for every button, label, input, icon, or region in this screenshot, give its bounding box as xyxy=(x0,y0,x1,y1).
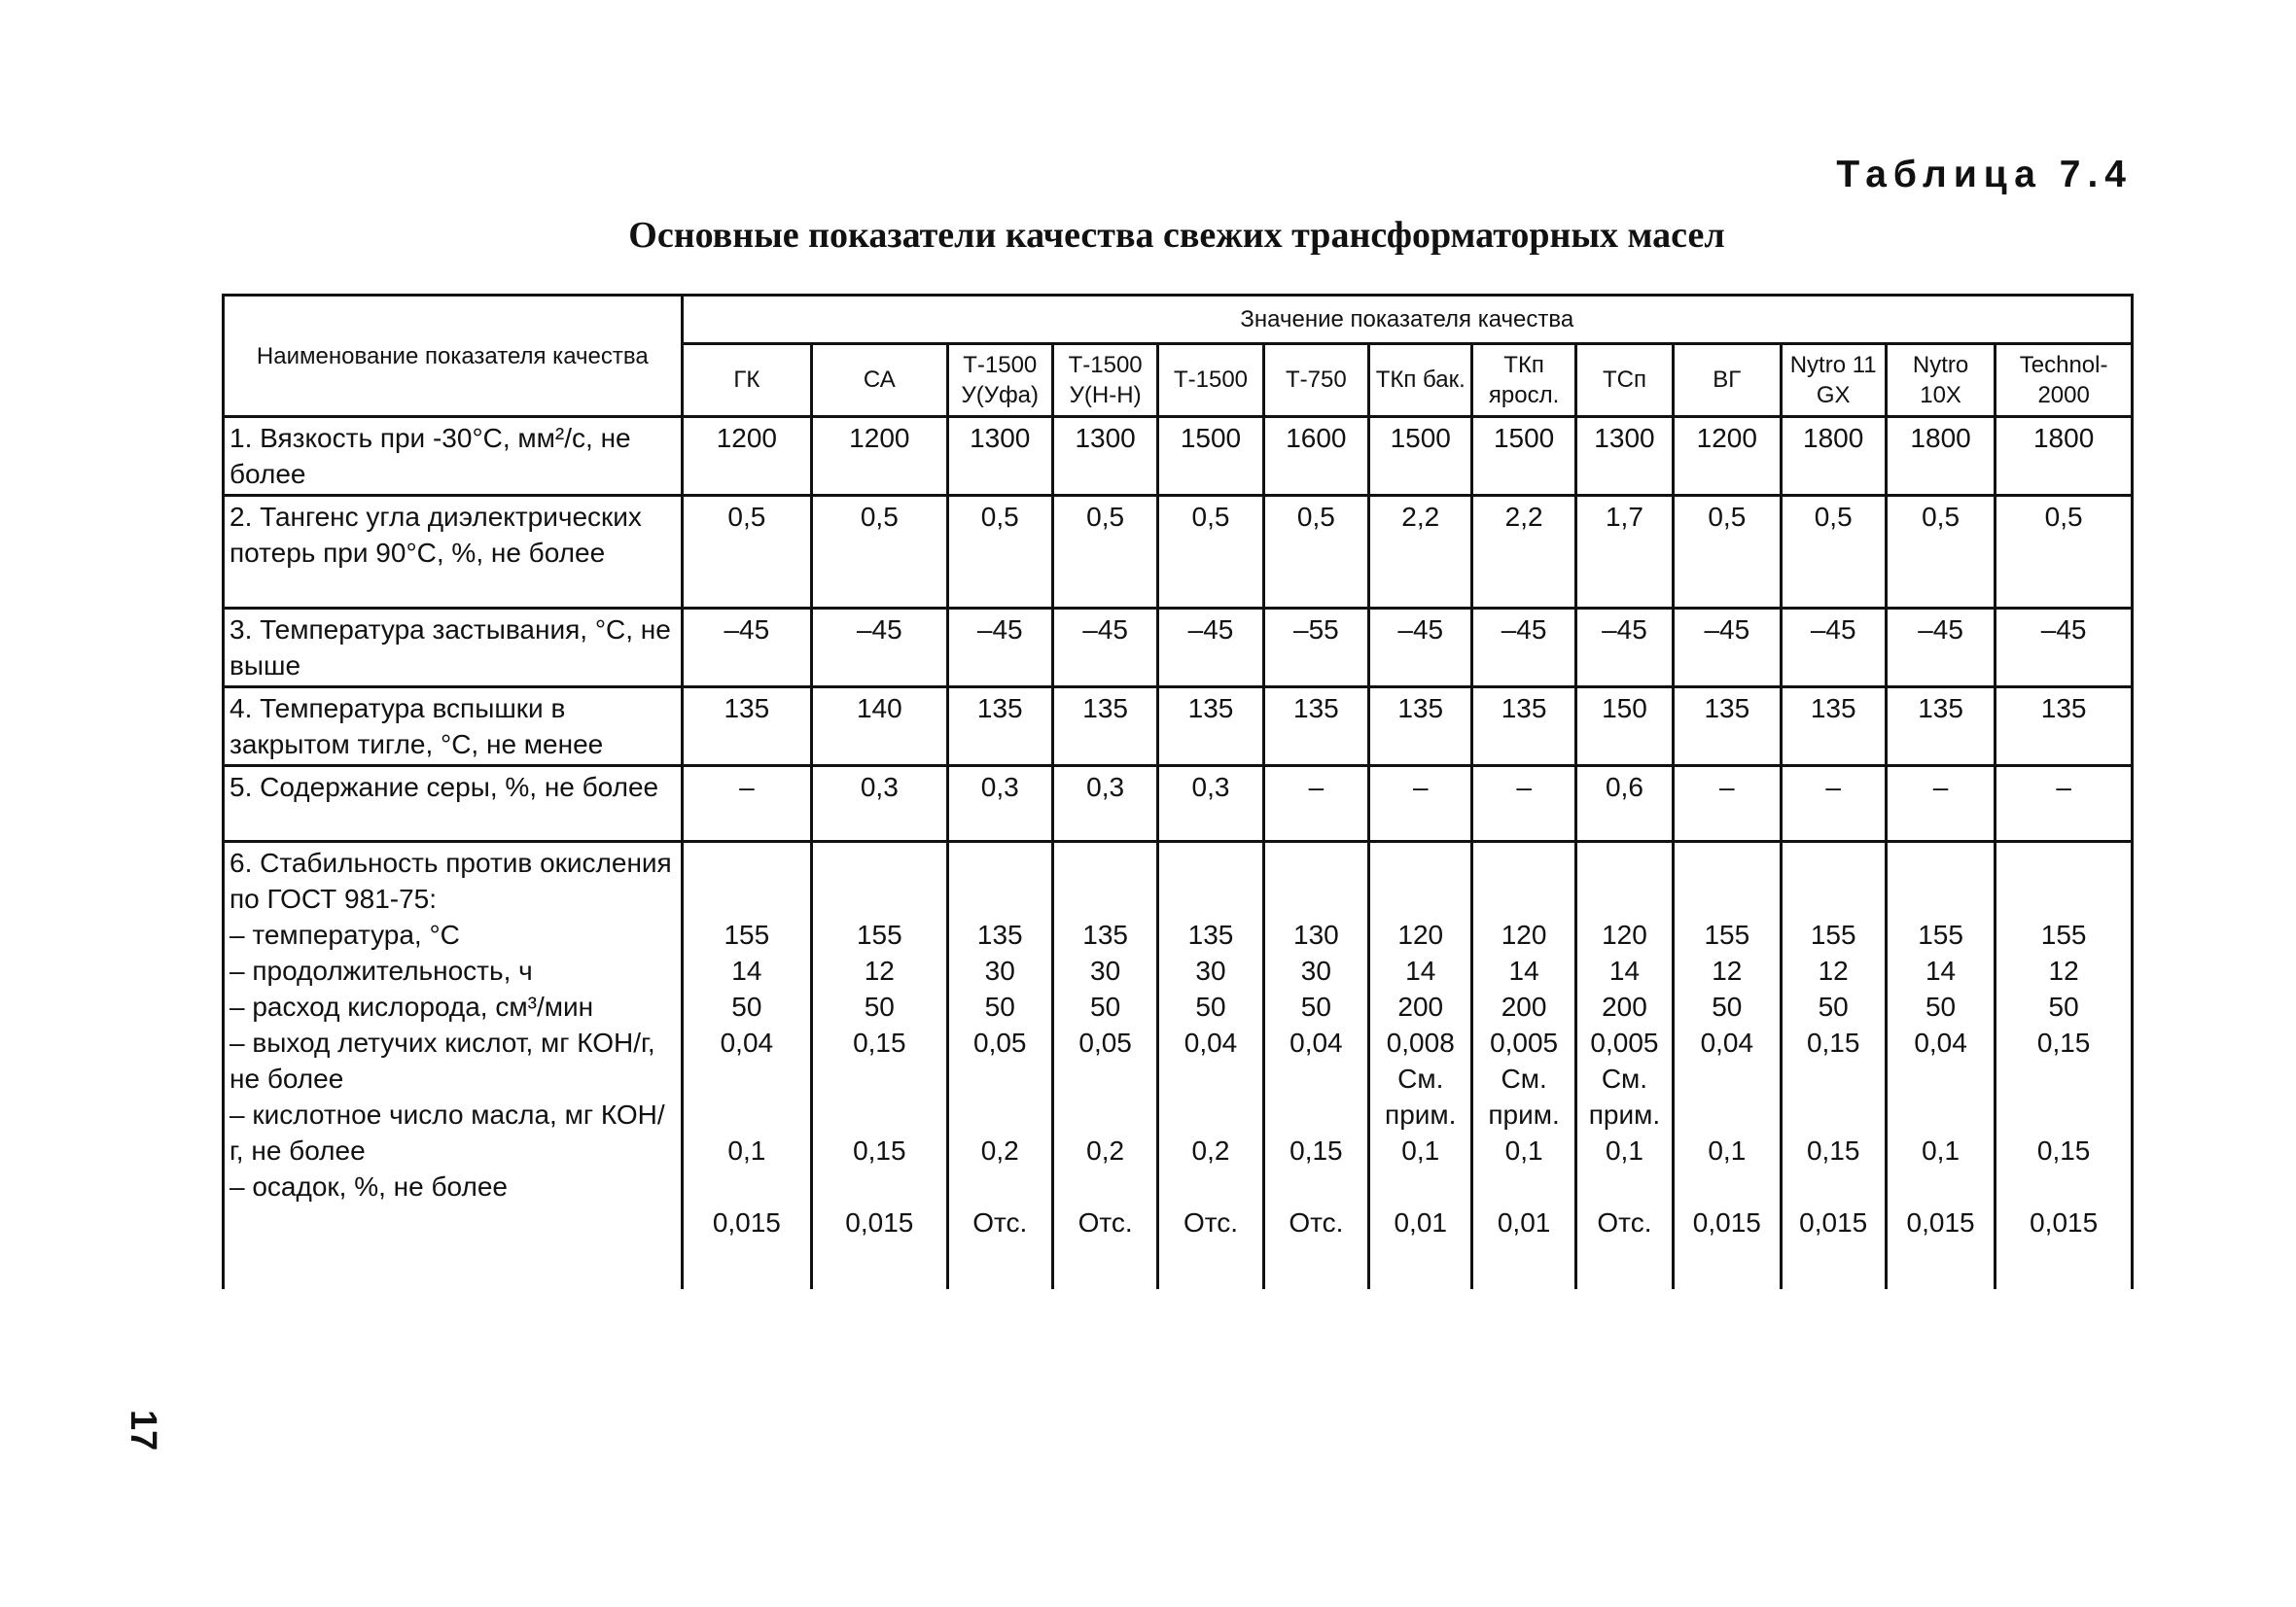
volatile-note xyxy=(1059,1061,1151,1133)
duration-value: 14 xyxy=(1508,956,1539,986)
volatile-note xyxy=(1679,1061,1774,1133)
table-cell: 135 xyxy=(947,687,1052,766)
table-cell: –45 xyxy=(1886,609,1995,687)
table-cell: –45 xyxy=(1158,609,1263,687)
table-row xyxy=(224,496,2133,609)
table-cell: –45 xyxy=(1052,609,1157,687)
acid-number-value: 0,15 xyxy=(2036,1135,2091,1166)
temperature-value: 120 xyxy=(1397,920,1444,950)
stability-cell xyxy=(1472,842,1575,1289)
column-header-oil: Т-1500 У(Уфа) xyxy=(947,343,1052,416)
stability-cell xyxy=(1781,842,1886,1289)
volatile-note xyxy=(1164,1061,1256,1133)
acid-number-value: 0,1 xyxy=(1708,1135,1747,1166)
table-cell: 135 xyxy=(1263,687,1368,766)
duration-value: 30 xyxy=(984,956,1015,986)
row-label: 2. Тангенс угла диэлектрических потерь при 90°С, %, не более xyxy=(224,496,683,609)
table-cell: 0,5 xyxy=(1781,496,1886,609)
row-label-stability xyxy=(224,842,683,1289)
volatile-acids-value: 0,04 xyxy=(1183,1028,1238,1058)
column-header-oil: ТКп яросл. xyxy=(1472,343,1575,416)
table-cell: 0,5 xyxy=(1996,496,2133,609)
table-cell: 135 xyxy=(1158,687,1263,766)
stability-sub-label: – расход кислорода, см³/мин xyxy=(230,992,594,1022)
stability-cell xyxy=(1674,842,1781,1289)
sediment-value: 0,015 xyxy=(2030,1207,2099,1238)
column-header-oil: Nytro 10X xyxy=(1886,343,1995,416)
table-cell: 1500 xyxy=(1369,417,1472,496)
stability-cell xyxy=(1575,842,1673,1289)
table-cell: 0,5 xyxy=(682,496,811,609)
sediment-value: 0,01 xyxy=(1394,1207,1447,1238)
temperature-value: 155 xyxy=(724,920,770,950)
page-number: 17 xyxy=(123,1410,163,1451)
temperature-value: 155 xyxy=(1704,920,1750,950)
stability-cell xyxy=(1158,842,1263,1289)
acid-number-value: 0,1 xyxy=(727,1135,766,1166)
oxygen-value: 50 xyxy=(984,992,1015,1022)
table-cell: 135 xyxy=(1369,687,1472,766)
acid-number-value: 0,1 xyxy=(1922,1135,1960,1166)
table-cell: 0,5 xyxy=(1674,496,1781,609)
sediment-value: Отс. xyxy=(1597,1207,1652,1238)
table-cell: –55 xyxy=(1263,609,1368,687)
column-header-oil: Technol-2000 xyxy=(1996,343,2133,416)
stability-cell xyxy=(1996,842,2133,1289)
column-header-oil: Т-1500 У(Н-Н) xyxy=(1052,343,1157,416)
acid-number-value: 0,2 xyxy=(980,1135,1019,1166)
volatile-acids-value: 0,15 xyxy=(2036,1028,2091,1058)
volatile-acids-value: 0,005 xyxy=(1490,1028,1559,1058)
table-cell: 0,3 xyxy=(812,766,947,842)
stability-sub-label: – выход летучих кислот, мг КОН/г, не более xyxy=(230,1028,655,1094)
acid-number-value: 0,2 xyxy=(1191,1135,1230,1166)
acid-number-value: 0,2 xyxy=(1086,1135,1125,1166)
table-cell: 0,5 xyxy=(947,496,1052,609)
duration-value: 12 xyxy=(1712,956,1743,986)
column-header-group: Значение показателя качества xyxy=(682,296,2132,344)
duration-value: 30 xyxy=(1300,956,1331,986)
oxygen-value: 200 xyxy=(1602,992,1647,1022)
temperature-value: 155 xyxy=(1918,920,1963,950)
table-cell: –45 xyxy=(1781,609,1886,687)
duration-value: 30 xyxy=(1195,956,1226,986)
column-header-oil: ГК xyxy=(682,343,811,416)
sediment-value: 0,015 xyxy=(845,1207,914,1238)
volatile-note xyxy=(1892,1061,1989,1133)
temperature-value: 120 xyxy=(1501,920,1547,950)
temperature-value: 135 xyxy=(1187,920,1234,950)
column-header-oil: Nytro 11 GX xyxy=(1781,343,1886,416)
sediment-value: 0,015 xyxy=(1692,1207,1761,1238)
table-cell: – xyxy=(1472,766,1575,842)
stability-cell xyxy=(1052,842,1157,1289)
oxygen-value: 50 xyxy=(2048,992,2079,1022)
table-cell: 1600 xyxy=(1263,417,1368,496)
stability-cell xyxy=(1369,842,1472,1289)
table-cell: 1500 xyxy=(1472,417,1575,496)
temperature-value: 155 xyxy=(856,920,902,950)
table-cell: 1,7 xyxy=(1575,496,1673,609)
table-cell: – xyxy=(1263,766,1368,842)
acid-number-value: 0,1 xyxy=(1504,1135,1543,1166)
sediment-value: Отс. xyxy=(972,1207,1028,1238)
sediment-value: 0,015 xyxy=(712,1207,781,1238)
table-cell: 1200 xyxy=(682,417,811,496)
table-cell: –45 xyxy=(1674,609,1781,687)
table-cell: – xyxy=(1369,766,1472,842)
table-cell: – xyxy=(1674,766,1781,842)
quality-table xyxy=(222,294,2134,1289)
oxygen-value: 50 xyxy=(1712,992,1743,1022)
stability-heading: 6. Стабильность против окисления по ГОСТ 981-75: xyxy=(230,848,672,914)
volatile-note: См. прим. xyxy=(1488,1064,1560,1130)
oxygen-value: 50 xyxy=(1925,992,1957,1022)
column-header-oil: Т-750 xyxy=(1263,343,1368,416)
table-cell: 1300 xyxy=(1575,417,1673,496)
oxygen-value: 50 xyxy=(731,992,762,1022)
table-cell: 0,5 xyxy=(1886,496,1995,609)
duration-value: 12 xyxy=(864,956,895,986)
table-cell: 2,2 xyxy=(1369,496,1472,609)
oxygen-value: 50 xyxy=(1090,992,1121,1022)
table-cell: 135 xyxy=(682,687,811,766)
table-number-label: Таблица 7.4 xyxy=(1836,154,2133,195)
volatile-note xyxy=(818,1061,940,1133)
duration-value: 14 xyxy=(731,956,762,986)
volatile-acids-value: 0,04 xyxy=(1700,1028,1754,1058)
table-cell: 0,6 xyxy=(1575,766,1673,842)
acid-number-value: 0,15 xyxy=(853,1135,906,1166)
stability-cell xyxy=(812,842,947,1289)
acid-number-value: 0,15 xyxy=(1806,1135,1860,1166)
table-cell: –45 xyxy=(682,609,811,687)
volatile-acids-value: 0,15 xyxy=(1806,1028,1860,1058)
temperature-value: 130 xyxy=(1293,920,1339,950)
stability-cell xyxy=(1263,842,1368,1289)
table-cell: 135 xyxy=(1781,687,1886,766)
table-cell: 1500 xyxy=(1158,417,1263,496)
row-label: 5. Содержание серы, %, не более xyxy=(224,766,683,842)
table-cell: 140 xyxy=(812,687,947,766)
oxygen-value: 50 xyxy=(1300,992,1331,1022)
table-cell: –45 xyxy=(1575,609,1673,687)
table-cell: 0,5 xyxy=(1158,496,1263,609)
oxygen-value: 50 xyxy=(1818,992,1849,1022)
table-cell: –45 xyxy=(1472,609,1575,687)
column-header-oil: Т-1500 xyxy=(1158,343,1263,416)
volatile-acids-value: 0,008 xyxy=(1386,1028,1455,1058)
temperature-value: 135 xyxy=(976,920,1023,950)
oxygen-value: 200 xyxy=(1501,992,1547,1022)
duration-value: 14 xyxy=(1405,956,1436,986)
table-cell: 135 xyxy=(1472,687,1575,766)
volatile-note: См. прим. xyxy=(1588,1064,1661,1130)
table-cell: –45 xyxy=(1369,609,1472,687)
row-label: 4. Температура вспышки в закрытом тигле, °С, не менее xyxy=(224,687,683,766)
volatile-acids-value: 0,05 xyxy=(973,1028,1027,1058)
column-header-oil: СА xyxy=(812,343,947,416)
acid-number-value: 0,1 xyxy=(1401,1135,1440,1166)
volatile-acids-value: 0,04 xyxy=(720,1028,774,1058)
table-cell: 1300 xyxy=(1052,417,1157,496)
table-row xyxy=(224,687,2133,766)
duration-value: 12 xyxy=(1818,956,1849,986)
acid-number-value: 0,15 xyxy=(1289,1135,1343,1166)
volatile-note xyxy=(1270,1061,1362,1133)
table-cell: – xyxy=(1996,766,2133,842)
column-header-oil: ТКп бак. xyxy=(1369,343,1472,416)
stability-sub-label: – кислотное число масла, мг КОН/г, не более xyxy=(230,1100,665,1166)
table-cell: 2,2 xyxy=(1472,496,1575,609)
table-cell: 0,3 xyxy=(1158,766,1263,842)
table-cell: –45 xyxy=(947,609,1052,687)
volatile-note xyxy=(2001,1061,2126,1133)
sediment-value: Отс. xyxy=(1289,1207,1344,1238)
page-title: Основные показатели качества свежих трансформаторных масел xyxy=(628,215,1725,256)
stability-sub-label: – продолжительность, ч xyxy=(230,956,533,986)
table-cell: 1800 xyxy=(1886,417,1995,496)
table-cell: – xyxy=(682,766,811,842)
table-cell: 135 xyxy=(1996,687,2133,766)
table-row xyxy=(224,417,2133,496)
duration-value: 12 xyxy=(2048,956,2079,986)
column-header-name: Наименование показателя качества xyxy=(224,296,683,417)
volatile-acids-value: 0,04 xyxy=(1289,1028,1343,1058)
sediment-value: 0,015 xyxy=(1799,1207,1868,1238)
table-cell: 1300 xyxy=(947,417,1052,496)
stability-sub-label: – осадок, %, не более xyxy=(230,1171,508,1202)
temperature-value: 120 xyxy=(1602,920,1647,950)
table-cell: 0,5 xyxy=(812,496,947,609)
volatile-note: См. прим. xyxy=(1385,1064,1457,1130)
table-row-stability xyxy=(224,842,2133,1289)
row-label: 3. Температура застывания, °С, не выше xyxy=(224,609,683,687)
volatile-acids-value: 0,04 xyxy=(1914,1028,1967,1058)
temperature-value: 135 xyxy=(1082,920,1128,950)
table-cell: 1200 xyxy=(1674,417,1781,496)
sediment-value: Отс. xyxy=(1183,1207,1239,1238)
row-label: 1. Вязкость при -30°С, мм²/с, не более xyxy=(224,417,683,496)
stability-cell xyxy=(682,842,811,1289)
acid-number-value: 0,1 xyxy=(1605,1135,1643,1166)
stability-cell xyxy=(947,842,1052,1289)
sediment-value: 0,015 xyxy=(1906,1207,1975,1238)
volatile-note xyxy=(689,1061,805,1133)
table-cell: 0,5 xyxy=(1263,496,1368,609)
stability-sub-label: – температура, °С xyxy=(230,920,460,950)
sediment-value: Отс. xyxy=(1077,1207,1133,1238)
volatile-note xyxy=(1787,1061,1880,1133)
temperature-value: 155 xyxy=(1810,920,1856,950)
table-cell: –45 xyxy=(812,609,947,687)
oxygen-value: 50 xyxy=(1195,992,1226,1022)
table-cell: 1200 xyxy=(812,417,947,496)
table-cell: 0,3 xyxy=(947,766,1052,842)
table-cell: 135 xyxy=(1052,687,1157,766)
table-cell: 1800 xyxy=(1996,417,2133,496)
sediment-value: 0,01 xyxy=(1497,1207,1551,1238)
table-cell: 0,3 xyxy=(1052,766,1157,842)
duration-value: 14 xyxy=(1925,956,1957,986)
table-row xyxy=(224,609,2133,687)
table-cell: 0,5 xyxy=(1052,496,1157,609)
table-cell: –45 xyxy=(1996,609,2133,687)
table-row xyxy=(224,766,2133,842)
volatile-acids-value: 0,005 xyxy=(1590,1028,1659,1058)
oxygen-value: 200 xyxy=(1397,992,1444,1022)
table-cell: – xyxy=(1781,766,1886,842)
table-cell: 135 xyxy=(1674,687,1781,766)
volatile-acids-value: 0,05 xyxy=(1078,1028,1132,1058)
table-cell: 150 xyxy=(1575,687,1673,766)
column-header-oil: ВГ xyxy=(1674,343,1781,416)
volatile-acids-value: 0,15 xyxy=(853,1028,906,1058)
duration-value: 14 xyxy=(1608,956,1641,986)
temperature-value: 155 xyxy=(2040,920,2087,950)
table-cell: 135 xyxy=(1886,687,1995,766)
stability-cell xyxy=(1886,842,1995,1289)
table-cell: – xyxy=(1886,766,1995,842)
column-header-oil: ТСп xyxy=(1575,343,1673,416)
table-cell: 1800 xyxy=(1781,417,1886,496)
duration-value: 30 xyxy=(1090,956,1121,986)
oxygen-value: 50 xyxy=(864,992,895,1022)
volatile-note xyxy=(954,1061,1046,1133)
